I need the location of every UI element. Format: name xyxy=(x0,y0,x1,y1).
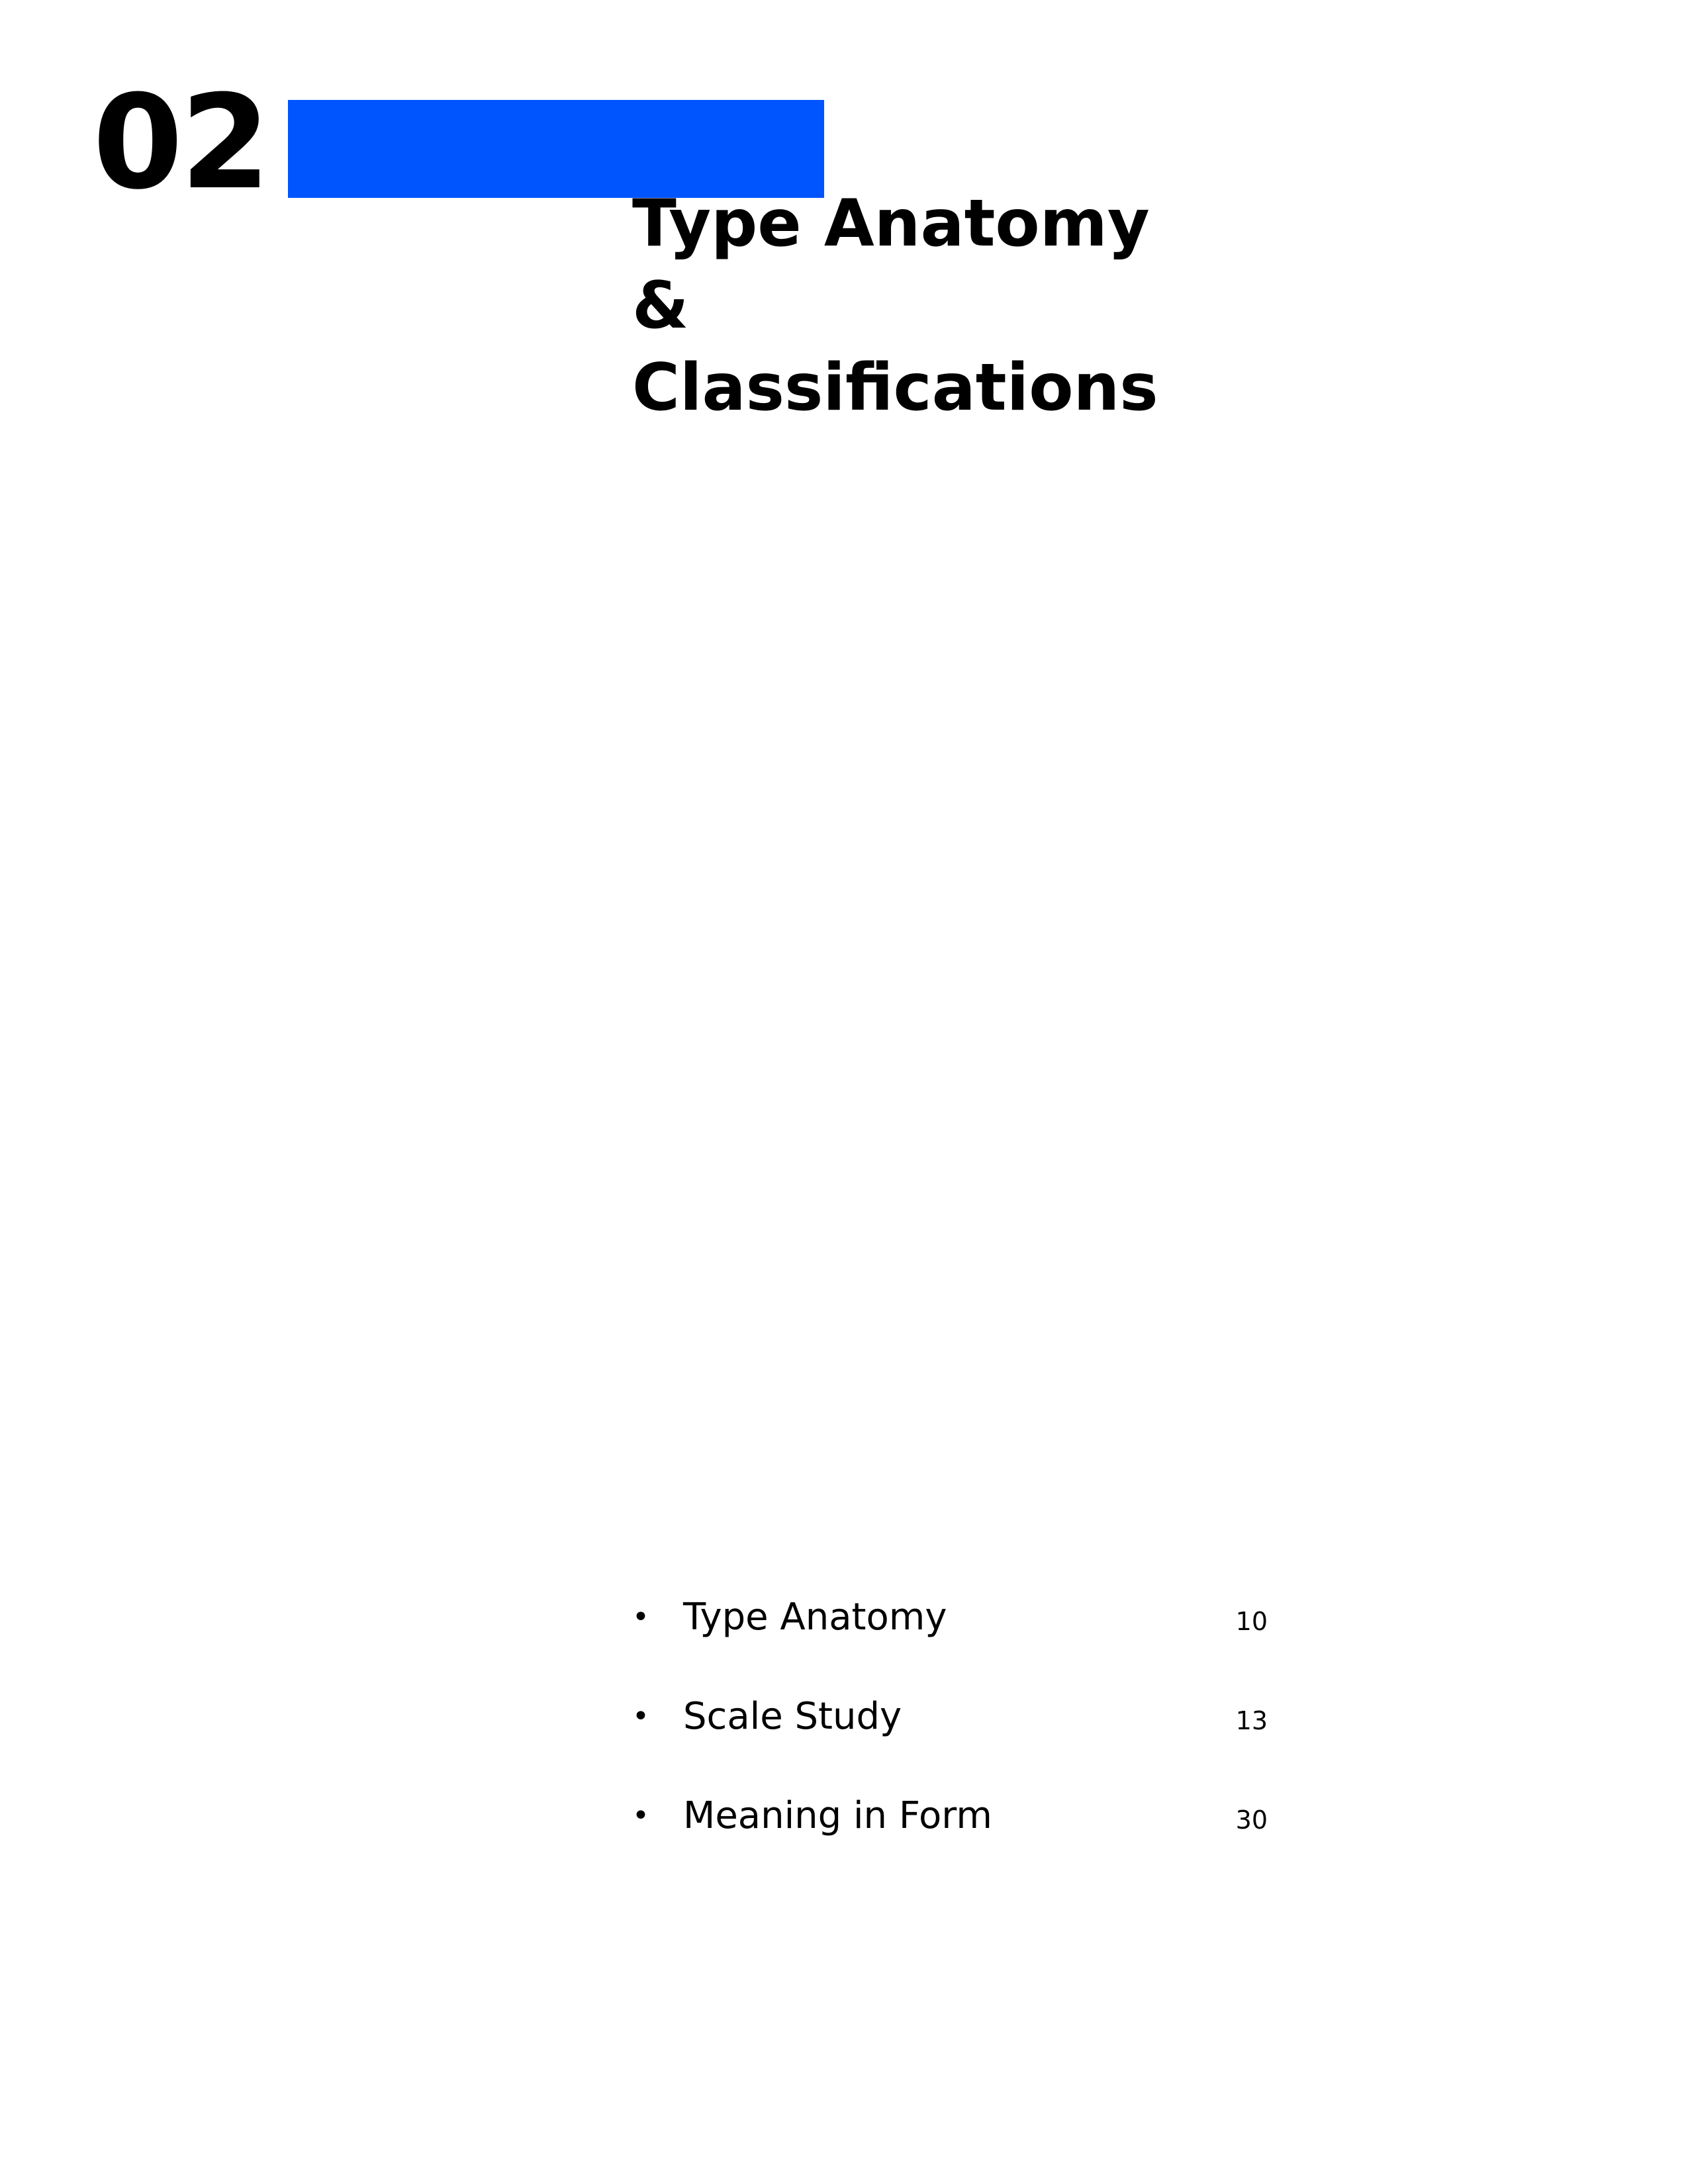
toc-page-number: 13 xyxy=(1235,1706,1268,1735)
toc-page-number: 30 xyxy=(1235,1805,1268,1835)
bullet-icon: • xyxy=(632,1799,649,1833)
bullet-icon: • xyxy=(632,1600,649,1634)
chapter-title-line: Type Anatomy xyxy=(632,186,1150,261)
chapter-number: 02 xyxy=(93,68,268,218)
chapter-title-line: & xyxy=(632,268,689,343)
toc-page-number: 10 xyxy=(1235,1607,1268,1636)
toc-item-label: Type Anatomy xyxy=(683,1596,947,1639)
table-of-contents xyxy=(632,1596,1268,1894)
toc-item-label: Scale Study xyxy=(683,1695,902,1738)
toc-item-label: Meaning in Form xyxy=(683,1794,992,1837)
chapter-title xyxy=(632,183,1158,429)
toc-item-meaning-in-form[interactable] xyxy=(632,1795,1268,1894)
bullet-icon: • xyxy=(632,1700,649,1733)
toc-item-scale-study[interactable] xyxy=(632,1696,1268,1795)
toc-item-type-anatomy[interactable] xyxy=(632,1596,1268,1696)
chapter-title-line: Classifications xyxy=(632,350,1158,426)
